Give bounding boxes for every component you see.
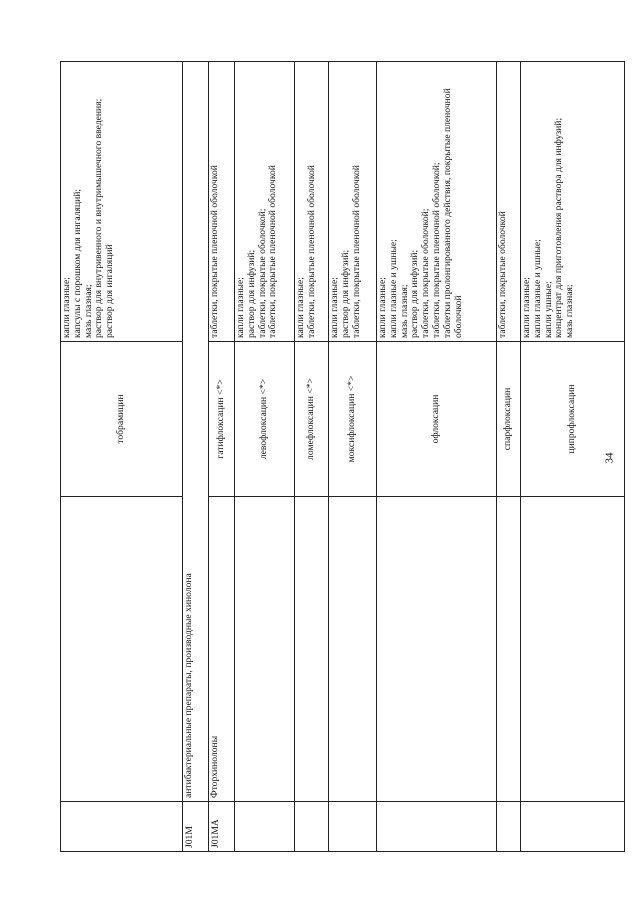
atc-group: [61, 497, 183, 802]
dosage-forms: [61, 62, 183, 342]
table-row: [183, 62, 209, 852]
atc-code: J01MA: [209, 802, 235, 852]
atc-group: [497, 497, 521, 802]
table-row: [497, 62, 521, 852]
dosage-form-item: раствор для внутривенного и внутримышечного введения;: [93, 98, 105, 338]
dosage-forms: [521, 62, 625, 342]
table-row: [235, 62, 295, 852]
dosage-form-item: таблетки, покрытые оболочкой: [497, 211, 508, 338]
dosage-form-item: мазь глазная;: [398, 284, 410, 338]
dosage-form-item: капли глазные;: [521, 277, 532, 338]
dosage-forms: [209, 62, 235, 342]
dosage-forms: [497, 62, 521, 342]
atc-group: [521, 497, 625, 802]
drug-table: [60, 61, 625, 852]
drug-name: гатифлоксацин <*>: [209, 342, 235, 497]
atc-group: [295, 497, 329, 802]
dosage-form-item: концентрат для приготовления раствора для инфузий;: [553, 117, 565, 338]
atc-group: антибактериальные препараты, производные хинолона: [183, 62, 209, 802]
dosage-form-item: таблетки, покрытые пленочной оболочкой: [267, 165, 279, 338]
dosage-form-item: таблетки, покрытые оболочкой;: [256, 208, 268, 338]
table-row: [209, 62, 235, 852]
atc-code: [295, 802, 329, 852]
dosage-form-item: капли глазные;: [377, 277, 388, 338]
dosage-form-item: капли глазные и ушные;: [387, 239, 399, 338]
atc-code: [521, 802, 625, 852]
table-row: [377, 62, 497, 852]
table-row: [61, 62, 183, 852]
atc-group: [235, 497, 295, 802]
dosage-forms: [377, 62, 497, 342]
dosage-form-item: таблетки, покрытые оболочкой;: [420, 208, 432, 338]
rotated-page-content: [60, 62, 640, 852]
drug-name: ципрофлоксацин: [521, 342, 625, 497]
dosage-form-item: капли глазные;: [295, 277, 306, 338]
atc-code: [61, 802, 183, 852]
dosage-form-item: раствор для инфузий;: [409, 249, 421, 338]
dosage-form-item: капли глазные;: [61, 277, 72, 338]
table-row: [329, 62, 377, 852]
drug-table-body: [61, 62, 625, 852]
drug-name: моксифлоксацин <*>: [329, 342, 377, 497]
dosage-form-item: таблетки, покрытые пленочной оболочкой: [350, 165, 362, 338]
atc-code: [235, 802, 295, 852]
atc-code: J01M: [183, 802, 209, 852]
drug-name: офлоксацин: [377, 342, 497, 497]
dosage-forms: [329, 62, 377, 342]
dosage-form-item: раствор для инфузий;: [245, 249, 257, 338]
dosage-forms: [295, 62, 329, 342]
atc-code: [377, 802, 497, 852]
drug-name: тобрамицин: [61, 342, 183, 497]
atc-group: [377, 497, 497, 802]
dosage-form-item: таблетки, покрытые пленочной оболочкой: [209, 165, 220, 338]
atc-group: Фторхинолоны: [209, 497, 235, 802]
atc-group: [329, 497, 377, 802]
page-number: 34: [603, 452, 616, 464]
atc-code: [497, 802, 521, 852]
dosage-form-item: таблетки, покрытые пленочной оболочкой: [305, 165, 317, 338]
dosage-form-item: раствор для инфузий;: [339, 249, 351, 338]
dosage-form-item: мазь глазная;: [564, 284, 576, 338]
dosage-form-item: капли глазные и ушные;: [531, 239, 543, 338]
dosage-form-item: мазь глазная;: [82, 284, 94, 338]
atc-code: [329, 802, 377, 852]
dosage-form-item: капли глазные;: [235, 277, 246, 338]
dosage-form-item: раствор для ингаляций: [104, 244, 116, 338]
dosage-form-item: капли ушные;: [542, 281, 554, 338]
table-row: [295, 62, 329, 852]
dosage-form-item: капли глазные;: [329, 277, 340, 338]
dosage-form-item: таблетки, покрытые пленочной оболочкой;: [430, 162, 442, 338]
dosage-form-item: таблетки пролонгированного действия, покрытые пленочной оболочкой: [441, 88, 464, 338]
drug-name: спарфлоксацин: [497, 342, 521, 497]
drug-name: ломефлоксацин <*>: [295, 342, 329, 497]
dosage-forms: [235, 62, 295, 342]
drug-name: левофлоксацин <*>: [235, 342, 295, 497]
dosage-form-item: капсулы с порошком для ингаляций;: [71, 188, 83, 338]
